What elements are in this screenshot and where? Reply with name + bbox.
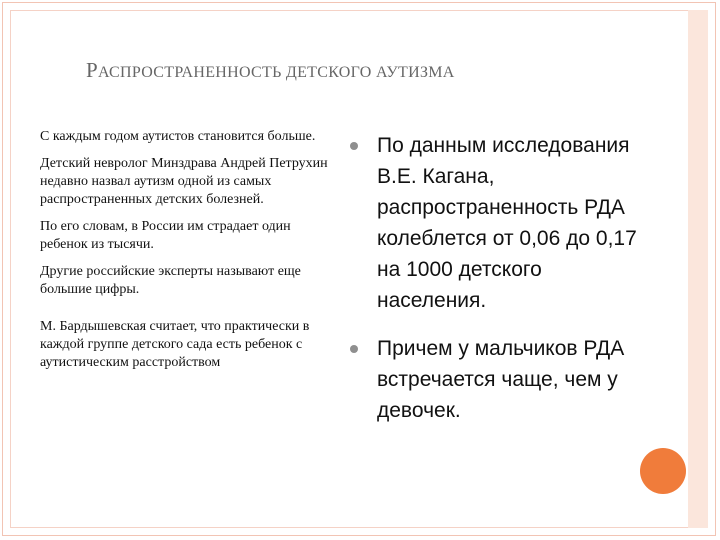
left-paragraph: М. Бардышевская считает, что практически в каждой группе детского сада есть ребенок с аутистическим расстройством (40, 319, 310, 370)
left-paragraph: Детский невролог Минздрава Андрей Петрухин недавно назвал аутизм одной из самых распространенных детских болезней. (40, 156, 328, 207)
bullet-dot-icon (350, 142, 358, 150)
left-paragraph: С каждым годом аутистов становится больше. (40, 129, 316, 144)
decorative-right-stripe (688, 10, 708, 528)
left-paragraph: По его словам, в России им страдает один ребенок из тысячи. (40, 219, 291, 252)
bullet-item (350, 333, 650, 426)
slide-title-rest: АСПРОСТРАНЕННОСТЬ ДЕТСКОГО АУТИЗМА (97, 64, 455, 81)
slide-title (86, 58, 646, 83)
bullet-text: Причем у мальчиков РДА встречается чаще, чем у девочек. (377, 337, 625, 422)
left-paragraph: Другие российские эксперты называют еще большие цифры. (40, 264, 301, 297)
slide-title-first-letter: Р (86, 58, 98, 82)
decorative-orange-circle (640, 448, 686, 494)
left-text-column (40, 128, 330, 381)
bullet-item (350, 130, 650, 316)
right-bullet-list (350, 130, 650, 443)
bullet-dot-icon (350, 345, 358, 353)
bullet-text: По данным исследования В.Е. Кагана, распространенность РДА колеблется от 0,06 до 0,17 на 1000 детского населения. (377, 134, 637, 312)
